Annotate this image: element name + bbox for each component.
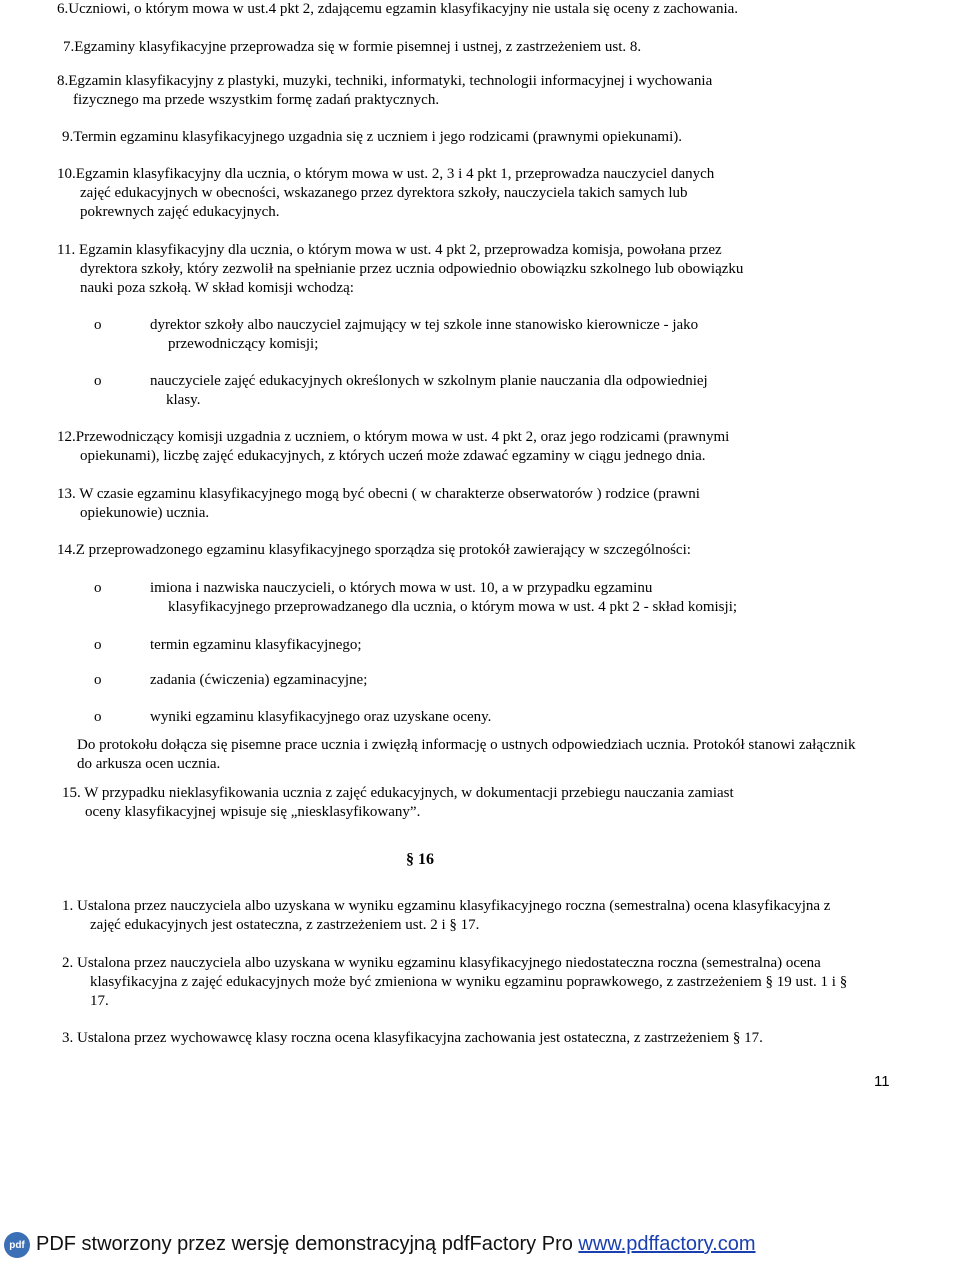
text-line: nauczyciele zajęć edukacyjnych określonych w szkolnym planie nauczania dla odpowiedniej: [150, 373, 708, 389]
text-line: klasy.: [166, 392, 201, 408]
paragraph-9: [62, 128, 682, 147]
text-line: opiekunami), liczbę zajęć edukacyjnych, z których uczeń może zdawać egzaminy w ciągu jednego dnia.: [80, 448, 706, 464]
paragraph-8: [57, 72, 712, 110]
text-line: przewodniczący komisji;: [168, 336, 319, 352]
text-line: termin egzaminu klasyfikacyjnego;: [150, 637, 362, 653]
text-line: 17.: [90, 993, 109, 1009]
paragraph-6: [57, 0, 738, 19]
paragraph-14: [57, 541, 691, 560]
pdf-logo-icon: pdf: [4, 1232, 30, 1258]
text-line: oceny klasyfikacyjnej wpisuje się „niesklasyfikowany”.: [85, 804, 421, 820]
text-line: dyrektor szkoły albo nauczyciel zajmujący w tej szkole inne stanowisko kierownicze - jako: [150, 317, 699, 333]
footer-text: [36, 1235, 756, 1254]
bullet-marker: o: [94, 373, 102, 389]
section-item-1: [62, 897, 830, 935]
bullet-marker: o: [94, 709, 102, 725]
text-line: 9.Termin egzaminu klasyfikacyjnego uzgadnia się z uczniem i jego rodzicami (prawnymi opiekunami).: [62, 129, 682, 145]
text-line: 3. Ustalona przez wychowawcę klasy roczna ocena klasyfikacyjna zachowania jest ostateczna, z zastrzeżeniem § 17.: [62, 1030, 763, 1046]
protocol-note: [77, 736, 855, 774]
paragraph-13: [57, 485, 700, 523]
section-item-3: [62, 1029, 763, 1048]
paragraph-11: [57, 241, 743, 298]
pdf-footer-banner: [0, 1230, 960, 1262]
footer-link[interactable]: www.pdffactory.com: [578, 1233, 756, 1255]
bullet-marker: o: [94, 317, 102, 333]
text-line: do arkusza ocen ucznia.: [77, 756, 221, 772]
text-line: 12.Przewodniczący komisji uzgadnia z uczniem, o którym mowa w ust. 4 pkt 2, oraz jego rodzicami (prawnymi: [57, 429, 730, 445]
bullet-marker: o: [94, 637, 102, 653]
text-line: zajęć edukacyjnych w obecności, wskazanego przez dyrektora szkoły, nauczyciela takich samych lub: [80, 185, 688, 201]
text-line: 2. Ustalona przez nauczyciela albo uzyskana w wyniku egzaminu klasyfikacyjnego niedostateczna roczna (semestralna) ocena: [62, 955, 821, 971]
text-line: 7.Egzaminy klasyfikacyjne przeprowadza się w formie pisemnej i ustnej, z zastrzeżeniem ust. 8.: [63, 39, 642, 55]
paragraph-7: [63, 38, 641, 57]
page-number: 11: [874, 1073, 890, 1090]
text-line: wyniki egzaminu klasyfikacyjnego oraz uzyskane oceny.: [150, 709, 492, 725]
section-item-2: [62, 954, 847, 1011]
text-line: zadania (ćwiczenia) egzaminacyjne;: [150, 672, 368, 688]
paragraph-10: [57, 165, 714, 222]
section-heading: § 16: [406, 851, 434, 868]
paragraph-15: [62, 784, 734, 822]
text-line: 6.Uczniowi, o którym mowa w ust.4 pkt 2, zdającemu egzamin klasyfikacyjny nie ustala się oceny z zachowania.: [57, 1, 739, 17]
text-line: opiekunowie) ucznia.: [80, 505, 210, 521]
text-line: klasyfikacyjna z zajęć edukacyjnych może być zmieniona w wyniku egzaminu poprawkowego, z zastrzeżeniem § 19 ust. 1 i §: [90, 974, 848, 990]
text-line: 8.Egzamin klasyfikacyjny z plastyki, muzyki, techniki, informatyki, technologii informacyjnej i wychowania: [57, 73, 713, 89]
bullet-marker: o: [94, 580, 102, 596]
text-line: 10.Egzamin klasyfikacyjny dla ucznia, o którym mowa w ust. 2, 3 i 4 pkt 1, przeprowadza nauczyciel danych: [57, 166, 715, 182]
text-line: 1. Ustalona przez nauczyciela albo uzyskana w wyniku egzaminu klasyfikacyjnego roczna (semestralna) ocena klasyfikacyjna z: [62, 898, 831, 914]
bullet-marker: o: [94, 672, 102, 688]
footer-label: PDF stworzony przez wersję demonstracyjną pdfFactory Pro: [36, 1233, 579, 1255]
text-line: klasyfikacyjnego przeprowadzanego dla ucznia, o którym mowa w ust. 4 pkt 2 - skład komisji;: [168, 599, 738, 615]
paragraph-12: [57, 428, 729, 466]
text-line: 13. W czasie egzaminu klasyfikacyjnego mogą być obecni ( w charakterze obserwatorów ) rodzice (prawni: [57, 486, 700, 502]
text-line: 15. W przypadku nieklasyfikowania ucznia z zajęć edukacyjnych, w dokumentacji przebiegu nauczania zamiast: [62, 785, 734, 801]
text-line: fizycznego ma przede wszystkim formę zadań praktycznych.: [73, 92, 440, 108]
text-line: Do protokołu dołącza się pisemne prace ucznia i zwięzłą informację o ustnych odpowiedziach ucznia. Protokół stanowi załącznik: [77, 737, 856, 753]
text-line: imiona i nazwiska nauczycieli, o których mowa w ust. 10, a w przypadku egzaminu: [150, 580, 653, 596]
text-line: 14.Z przeprowadzonego egzaminu klasyfikacyjnego sporządza się protokół zawierający w szczególności:: [57, 542, 691, 558]
text-line: nauki poza szkołą. W skład komisji wchodzą:: [80, 280, 354, 296]
text-line: dyrektora szkoły, który zezwolił na spełnianie przez ucznia odpowiednio obowiązku szkolnego lub obowiązku: [80, 261, 744, 277]
text-line: 11. Egzamin klasyfikacyjny dla ucznia, o którym mowa w ust. 4 pkt 2, przeprowadza komisja, powołana przez: [57, 242, 722, 258]
text-line: zajęć edukacyjnych jest ostateczna, z zastrzeżeniem ust. 2 i § 17.: [90, 917, 480, 933]
text-line: pokrewnych zajęć edukacyjnych.: [80, 204, 280, 220]
